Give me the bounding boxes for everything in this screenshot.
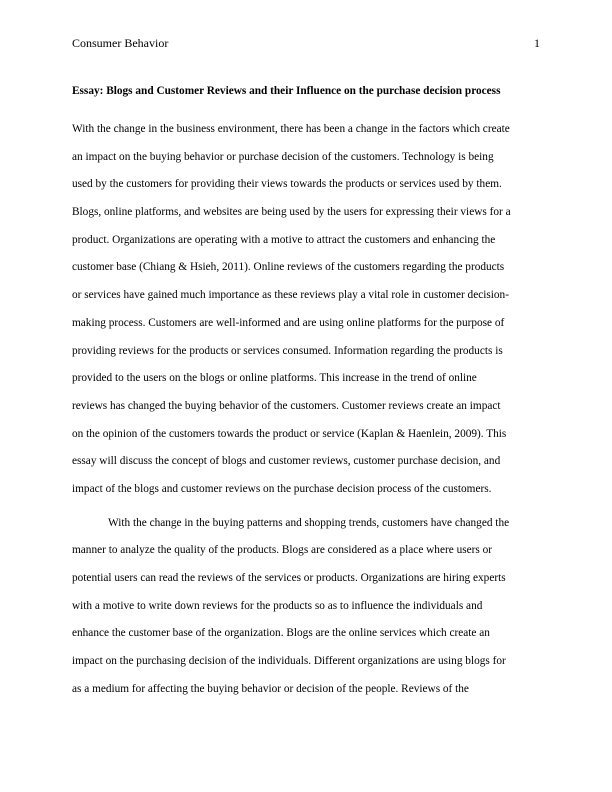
text-line: With the change in the buying patterns and shopping trends, customers have changed the [108,516,510,529]
essay-title: Essay: Blogs and Customer Reviews and their Influence on the purchase decision process [72,85,501,97]
text-line: impact of the blogs and customer reviews on the purchase decision process of the customers. [72,482,492,495]
text-line: essay will discuss the concept of blogs and customer reviews, customer purchase decision, and [72,455,501,468]
running-head: Consumer Behavior [72,36,169,50]
text-line: provided to the users on the blogs or online platforms. This increase in the trend of online [72,372,477,385]
text-line: reviews has changed the buying behavior of the customers. Customer reviews create an impact [72,399,501,412]
page-number: 1 [534,36,540,50]
text-line: Blogs, online platforms, and websites are being used by the users for expressing their views for a [72,206,511,219]
text-line: impact on the purchasing decision of the individuals. Different organizations are using blogs for [72,655,506,668]
paragraph-2 [72,510,542,704]
text-line: With the change in the business environment, there has been a change in the factors which create [72,123,510,135]
text-line: on the opinion of the customers towards the product or service (Kaplan & Haenlein, 2009). This [72,427,507,440]
text-line: enhance the customer base of the organization. Blogs are the online services which create an [72,627,490,640]
text-line: as a medium for affecting the buying behavior or decision of the people. Reviews of the [72,682,469,695]
text-line: product. Organizations are operating with a motive to attract the customers and enhancing the [72,233,496,246]
essay-body [72,116,542,703]
text-line: manner to analyze the quality of the products. Blogs are considered as a place where users or [72,544,493,557]
text-line: customer base (Chiang & Hsieh, 2011). Online reviews of the customers regarding the products [72,261,505,274]
text-line: potential users can read the reviews of the services or products. Organizations are hiring experts [72,572,506,584]
text-line: used by the customers for providing their views towards the products or services used by them. [72,178,502,191]
text-line: providing reviews for the products or services consumed. Information regarding the products is [72,344,503,357]
text-line: or services have gained much importance as these reviews play a vital role in customer decision- [72,289,509,302]
text-line: with a motive to write down reviews for the products so as to influence the individuals and [72,599,483,612]
paragraph-1 [72,116,542,504]
text-line: making process. Customers are well-informed and are using online platforms for the purpose of [72,316,505,329]
text-line: an impact on the buying behavior or purchase decision of the customers. Technology is being [72,150,494,163]
